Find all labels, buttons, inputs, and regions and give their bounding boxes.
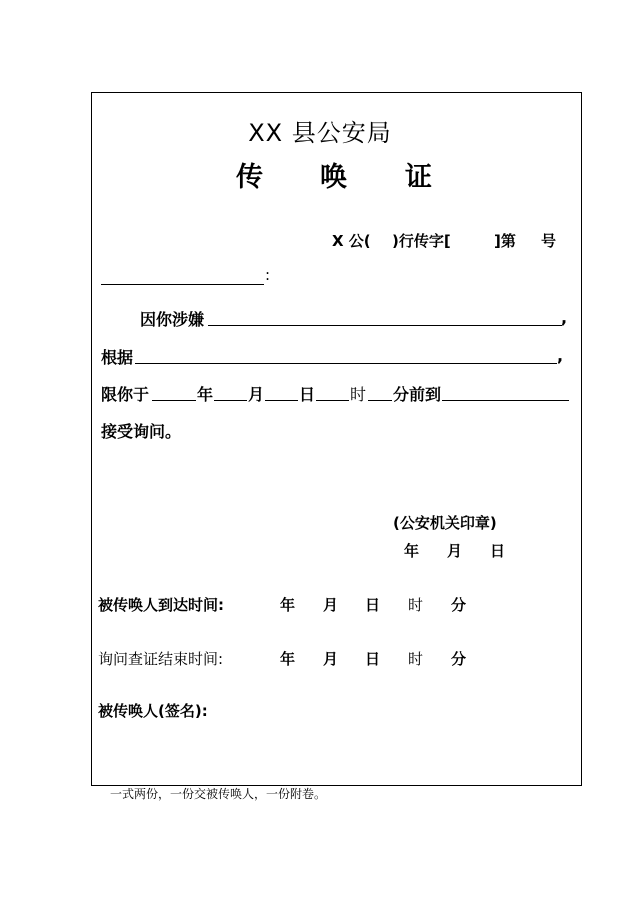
deadline-label: 限你于 bbox=[101, 385, 150, 404]
deadline-month: 月 bbox=[248, 385, 265, 404]
seal-year: 年 bbox=[404, 542, 420, 560]
deadline-hour-blank[interactable] bbox=[316, 400, 349, 401]
agency-title: XX 县公安局 bbox=[248, 119, 392, 147]
doc-number-mid: )行传字[ bbox=[392, 232, 451, 250]
inquiry-day: 日 bbox=[365, 650, 381, 668]
arrival-hour: 时 bbox=[408, 596, 424, 614]
addressee-blank[interactable] bbox=[101, 284, 264, 285]
doc-title-char-2: 唤 bbox=[320, 162, 347, 193]
signature-label: 被传唤人(签名): bbox=[98, 702, 208, 720]
addressee-colon: : bbox=[265, 266, 271, 284]
footnote: 一式两份，一份交被传唤人，一份附卷。 bbox=[110, 787, 327, 801]
inquiry-year: 年 bbox=[280, 650, 296, 668]
doc-number-hao: 号 bbox=[541, 232, 557, 250]
deadline-day-blank[interactable] bbox=[265, 400, 298, 401]
suspect-blank[interactable] bbox=[208, 325, 562, 326]
deadline-month-blank[interactable] bbox=[214, 400, 247, 401]
arrival-minute: 分 bbox=[451, 596, 467, 614]
seal-label: (公安机关印章) bbox=[393, 514, 497, 532]
doc-number-prefix: X 公( bbox=[332, 232, 371, 250]
deadline-hour: 时 bbox=[350, 385, 367, 404]
inquiry-minute: 分 bbox=[451, 650, 467, 668]
inquiry-hour: 时 bbox=[408, 650, 424, 668]
seal-day: 日 bbox=[490, 542, 506, 560]
suspect-label: 因你涉嫌 bbox=[140, 310, 205, 329]
comma-1: , bbox=[561, 308, 568, 327]
deadline-location-blank[interactable] bbox=[442, 400, 569, 401]
deadline-minute: 分前到 bbox=[393, 385, 442, 404]
doc-title-char-3: 证 bbox=[405, 162, 432, 193]
closing-text: 接受询问。 bbox=[101, 422, 182, 441]
arrival-day: 日 bbox=[365, 596, 381, 614]
seal-month: 月 bbox=[447, 542, 463, 560]
arrival-year: 年 bbox=[280, 596, 296, 614]
deadline-minute-blank[interactable] bbox=[368, 400, 392, 401]
basis-blank[interactable] bbox=[135, 363, 557, 364]
inquiry-month: 月 bbox=[323, 650, 339, 668]
doc-title-char-1: 传 bbox=[236, 162, 263, 193]
deadline-year-blank[interactable] bbox=[152, 400, 196, 401]
arrival-month: 月 bbox=[323, 596, 339, 614]
deadline-day: 日 bbox=[299, 385, 316, 404]
inquiry-end-time-label: 询问查证结束时间: bbox=[98, 650, 224, 668]
comma-2: , bbox=[557, 346, 564, 365]
arrival-time-label: 被传唤人到达时间: bbox=[98, 596, 224, 614]
basis-label: 根据 bbox=[101, 348, 134, 367]
doc-number-suffix: ]第 bbox=[494, 232, 516, 250]
deadline-year: 年 bbox=[197, 385, 214, 404]
